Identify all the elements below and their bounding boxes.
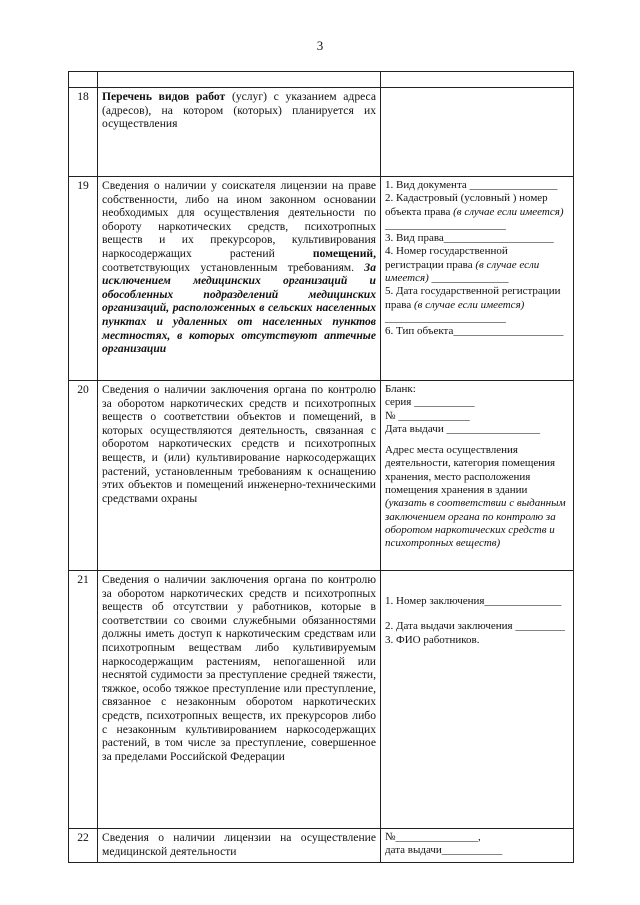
row-number: 20 — [69, 381, 98, 571]
empty-cell — [98, 72, 381, 88]
table-header-row — [69, 72, 574, 88]
description-text: Сведения о наличии заключения органа по контролю за оборотом наркотических средств и психотропных веществ о соответствии объектов и помещений, в которых осуществляются деятельность, связанная с оборотом наркотических средств и психотропных веществ, и (или) культивирование наркосодержащих растений, установленным требованиям к оснащению этих объектов и помещений инженерно-техническими средствами охраны — [102, 383, 376, 505]
field-registration-number: 4. Номер государственной регистрации права (в случае если имеется) ______________ — [385, 245, 540, 285]
empty-cell — [381, 72, 574, 88]
field-document-type: 1. Вид документа ________________ — [385, 179, 558, 191]
field-conclusion-date: 2. Дата выдачи заключения _________ — [385, 620, 565, 633]
description-text: соответствующих установленным требованиям. — [102, 260, 355, 274]
field-object-type: 6. Тип объекта____________________ — [385, 325, 564, 338]
description-note: За исключением медицинских организаций и обособленных подразделений медицинских организаций, расположенных в сельских населенных пунктах и удаленных от населенных пунктов местностях, в которых отсутствуют аптечные организации — [102, 260, 376, 356]
row-fields — [381, 88, 574, 177]
table-row — [69, 381, 574, 571]
row-fields — [381, 829, 574, 863]
row-number: 21 — [69, 571, 98, 829]
license-data-table — [68, 71, 574, 863]
page-number: 3 — [316, 38, 324, 53]
description-bold: Перечень видов работ — [102, 90, 226, 103]
description-text: (услуг) с указанием адреса (адресов), на котором (которых) планируется их осуществления — [102, 90, 376, 131]
field-line: ______________________ — [385, 218, 506, 231]
field-series: серия ___________ — [385, 396, 475, 409]
empty-cell — [69, 72, 98, 88]
field-line: ______________________ — [385, 311, 506, 324]
field-conclusion-number: 1. Номер заключения______________ — [385, 595, 562, 607]
field-number: № _____________ — [385, 409, 470, 422]
row-description — [98, 88, 381, 177]
row-fields — [381, 381, 574, 571]
row-fields — [381, 571, 574, 829]
description-text: Сведения о наличии заключения органа по контролю за оборотом наркотических средств и психотропных веществ об отсутствии у работников, которые в соответствии со своими служебными обязанностями должны иметь доступ к наркотическим средствам или психотропным веществам либо культивируемым наркосодержащим растениям, непогашенной или неснятой судимости за преступление средней тяжести, тяжкое, особо тяжкое преступление или преступление, связанное с незаконным оборотом наркотических средств, психотропных веществ, их прекурсоров либо с незаконным культивированием наркосодержащих растений, в том числе за преступление, совершенное за пределами Российской Федерации — [102, 573, 376, 763]
row-number: 22 — [69, 829, 98, 863]
table-row — [69, 177, 574, 381]
description-text: Сведения о наличии у соискателя лицензии на праве собственности, либо на ином законном основании необходимых для осуществления деятельности по обороту наркотических средств, психотропных веществ и их прекурсоров, культивирования наркосодержащих растений — [102, 179, 376, 260]
table-row — [69, 829, 574, 863]
row-description — [98, 571, 381, 829]
field-cadastral-number: 2. Кадастровый (условный ) номер объекта права (в случае если имеется) — [385, 192, 564, 218]
field-note: (указать в соответствии с выданным заключением органа по контролю за оборотом наркотических средств и психотропных веществ) — [385, 497, 566, 550]
description-text: Сведения о наличии лицензии на осуществление медицинской деятельности — [102, 831, 376, 858]
field-issue-date: Дата выдачи _________________ — [385, 422, 540, 435]
row-number: 18 — [69, 88, 98, 177]
field-blank: Бланк: — [385, 383, 416, 395]
row-description — [98, 829, 381, 863]
row-number: 19 — [69, 177, 98, 381]
table-row — [69, 88, 574, 177]
description-bold: помещений, — [312, 246, 376, 260]
field-license-date: дата выдачи___________ — [385, 844, 503, 857]
field-storage-address: Адрес места осуществления деятельности, категория помещения хранения, место расположения помещения хранения в здании — [385, 444, 556, 497]
row-description — [98, 381, 381, 571]
field-employee-names: 3. ФИО работников. — [385, 633, 480, 646]
row-description — [98, 177, 381, 381]
field-right-type: 3. Вид права____________________ — [385, 232, 554, 245]
field-registration-date: 5. Дата государственной регистрации права (в случае если имеется) — [385, 285, 561, 311]
field-license-number: №_______________, — [385, 831, 481, 843]
table-row — [69, 571, 574, 829]
row-fields — [381, 177, 574, 381]
